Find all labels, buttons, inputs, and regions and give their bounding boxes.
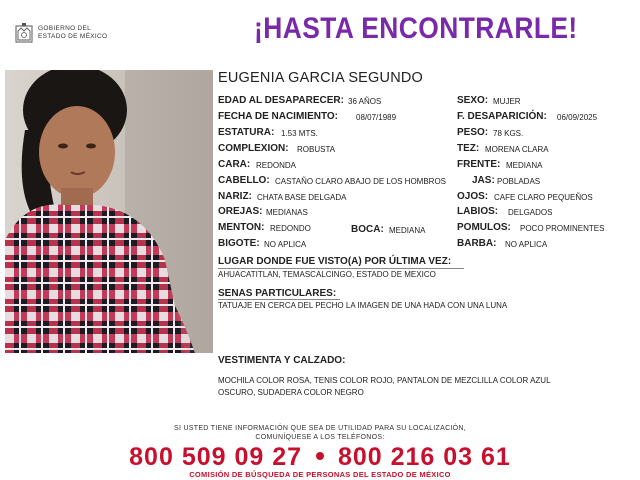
menton-value: REDONDO [270, 224, 311, 233]
person-photo [5, 70, 213, 353]
bigote-label: BIGOTE: [218, 238, 260, 249]
sexo-value: MUJER [493, 97, 521, 106]
labios-label: LABIOS: [457, 206, 499, 217]
cejas-label: JAS: [472, 175, 495, 186]
menton-label: MENTON: [218, 222, 265, 233]
cabello-value: CASTAÑO CLARO ABAJO DE LOS HOMBROS [275, 177, 446, 186]
footer-note-line-1: SI USTED TIENE INFORMACIÓN QUE SEA DE UTILIDAD PARA SU LOCALIZACIÓN, [173, 425, 467, 432]
particulares-underline [218, 299, 340, 300]
nariz-value: CHATA BASE DELGADA [257, 193, 347, 202]
estatura-label: ESTATURA: [218, 127, 275, 138]
ojos-label: OJOS: [457, 191, 489, 202]
separator-dot-icon [316, 452, 324, 460]
sexo-label: SEXO: [457, 95, 489, 106]
pomulos-label: POMULOS: [457, 222, 511, 233]
nacimiento-label: FECHA DE NACIMIENTO: [218, 111, 338, 122]
vestimenta-line-2: OSCURO, SUDADERA COLOR NEGRO [218, 388, 364, 397]
particulares-value: TATUAJE EN CERCA DEL PECHO LA IMAGEN DE UNA HADA CON UNA LUNA [218, 301, 508, 310]
commission-name: COMISIÓN DE BÚSQUEDA DE PERSONAS DEL ESTADO DE MÉXICO [189, 470, 451, 479]
edad-value: 36 AÑOS [348, 97, 382, 106]
headline: ¡HASTA ENCONTRARLE! [254, 12, 578, 45]
location-label: LUGAR DONDE FUE VISTO(A) POR ÚLTIMA VEZ: [218, 256, 452, 267]
government-logo [14, 22, 124, 46]
peso-label: PESO: [457, 127, 489, 138]
complexion-label: COMPLEXION: [218, 143, 289, 154]
estatura-value: 1.53 MTS. [281, 129, 318, 138]
orejas-value: MEDIANAS [266, 208, 308, 217]
location-underline [218, 268, 464, 269]
particulares-label: SENAS PARTICULARES: [218, 288, 337, 299]
boca-value: MEDIANA [389, 226, 426, 235]
vestimenta-line-1: MOCHILA COLOR ROSA, TENIS COLOR ROJO, PANTALON DE MEZCLILLA COLOR AZUL [218, 376, 551, 385]
orejas-label: OREJAS: [218, 206, 263, 217]
cara-value: REDONDA [256, 161, 297, 170]
desaparicion-value: 06/09/2025 [557, 113, 598, 122]
gov-line-1: GOBIERNO DEL [38, 25, 92, 32]
desaparicion-label: F. DESAPARICIÓN: [457, 111, 547, 122]
nariz-label: NARIZ: [218, 191, 252, 202]
person-photo-image [5, 70, 213, 353]
peso-value: 78 KGS. [493, 129, 524, 138]
cabello-label: CABELLO: [218, 175, 270, 186]
cejas-value: POBLADAS [497, 177, 541, 186]
location-value: AHUACATITLAN, TEMASCALCINGO, ESTADO DE MEXICO [218, 270, 436, 279]
phone-number-1[interactable]: 800 509 09 27 [129, 443, 303, 471]
person-name: EUGENIA GARCIA SEGUNDO [218, 70, 424, 86]
complexion-value: ROBUSTA [297, 145, 336, 154]
edad-label: EDAD AL DESAPARECER: [218, 95, 344, 106]
gov-line-2: ESTADO DE MÉXICO [38, 33, 108, 40]
labios-value: DELGADOS [508, 208, 553, 217]
pomulos-value: POCO PROMINENTES [520, 224, 605, 233]
vestimenta-label: VESTIMENTA Y CALZADO: [218, 355, 346, 366]
bigote-value: NO APLICA [264, 240, 307, 249]
cara-label: CARA: [218, 159, 251, 170]
frente-label: FRENTE: [457, 159, 501, 170]
barba-label: BARBA: [457, 238, 497, 249]
phone-number-2[interactable]: 800 216 03 61 [337, 443, 511, 471]
tez-label: TEZ: [457, 143, 480, 154]
boca-label: BOCA: [351, 224, 384, 235]
state-emblem-icon [14, 22, 34, 44]
barba-value: NO APLICA [505, 240, 548, 249]
nacimiento-value: 08/07/1989 [356, 113, 397, 122]
ojos-value: CAFE CLARO PEQUEÑOS [494, 193, 593, 202]
tez-value: MORENA CLARA [485, 145, 549, 154]
frente-value: MEDIANA [506, 161, 543, 170]
phone-numbers [0, 443, 640, 472]
government-name [38, 25, 107, 41]
footer-note-line-2: COMUNÍQUESE A LOS TELÉFONOS: [255, 434, 385, 441]
